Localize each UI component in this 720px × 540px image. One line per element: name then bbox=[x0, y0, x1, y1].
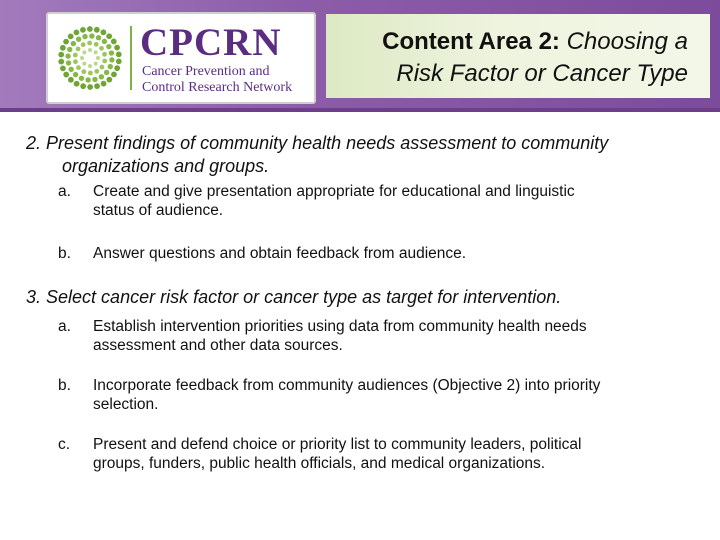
item-text-line-2: organizations and groups. bbox=[62, 156, 270, 176]
title-italic-2: Risk Factor or Cancer Type bbox=[396, 60, 688, 87]
list-item bbox=[26, 286, 696, 309]
subitem-letter: b. bbox=[58, 245, 71, 262]
subitem-line-2: status of audience. bbox=[93, 202, 224, 219]
subitem-line-2: groups, funders, public health officials, and medical organizations. bbox=[93, 455, 546, 472]
item-text-line-1: Present findings of community health needs assessment to community bbox=[46, 133, 609, 153]
subitem-text bbox=[93, 182, 693, 220]
subitem-text bbox=[93, 317, 693, 355]
subitem-text bbox=[93, 244, 693, 263]
subitem-line-1: Create and give presentation appropriate for educational and linguistic bbox=[93, 183, 575, 200]
title-line-1 bbox=[382, 28, 688, 56]
logo-subtitle bbox=[142, 64, 292, 96]
subitem-line-1: Present and defend choice or priority list to community leaders, political bbox=[93, 436, 582, 453]
subitem-line-1: Incorporate feedback from community audiences (Objective 2) into priority bbox=[93, 377, 601, 394]
logo-name: CPCRN bbox=[140, 21, 282, 64]
logo-subtitle-line-2: Control Research Network bbox=[142, 80, 293, 95]
logo-divider bbox=[130, 26, 132, 90]
logo-subtitle-line-1: Cancer Prevention and bbox=[142, 64, 270, 79]
subitem-line-1: Establish intervention priorities using data from community health needs bbox=[93, 318, 587, 335]
title-bold: Content Area 2: bbox=[382, 28, 560, 55]
slide-title bbox=[326, 14, 710, 98]
title-line-2 bbox=[396, 60, 688, 88]
list-item bbox=[26, 132, 696, 178]
subitem-line-1: Answer questions and obtain feedback from audience. bbox=[93, 245, 467, 262]
slide-body bbox=[0, 112, 720, 540]
subitem-letter: a. bbox=[58, 318, 71, 335]
subitem-text bbox=[93, 435, 693, 473]
subitem-line-2: selection. bbox=[93, 396, 159, 413]
subitem-line-2: assessment and other data sources. bbox=[93, 337, 343, 354]
dotted-sunburst-icon bbox=[58, 26, 122, 90]
title-italic-1: Choosing a bbox=[566, 28, 688, 55]
item-text-line-1: Select cancer risk factor or cancer type as target for intervention. bbox=[46, 287, 562, 307]
subitem-text bbox=[93, 376, 693, 414]
subitem-letter: a. bbox=[58, 183, 71, 200]
item-number: 3. bbox=[26, 287, 42, 307]
logo bbox=[46, 12, 316, 104]
subitem-letter: b. bbox=[58, 377, 71, 394]
subitem-letter: c. bbox=[58, 436, 71, 453]
item-number: 2. bbox=[26, 133, 42, 153]
